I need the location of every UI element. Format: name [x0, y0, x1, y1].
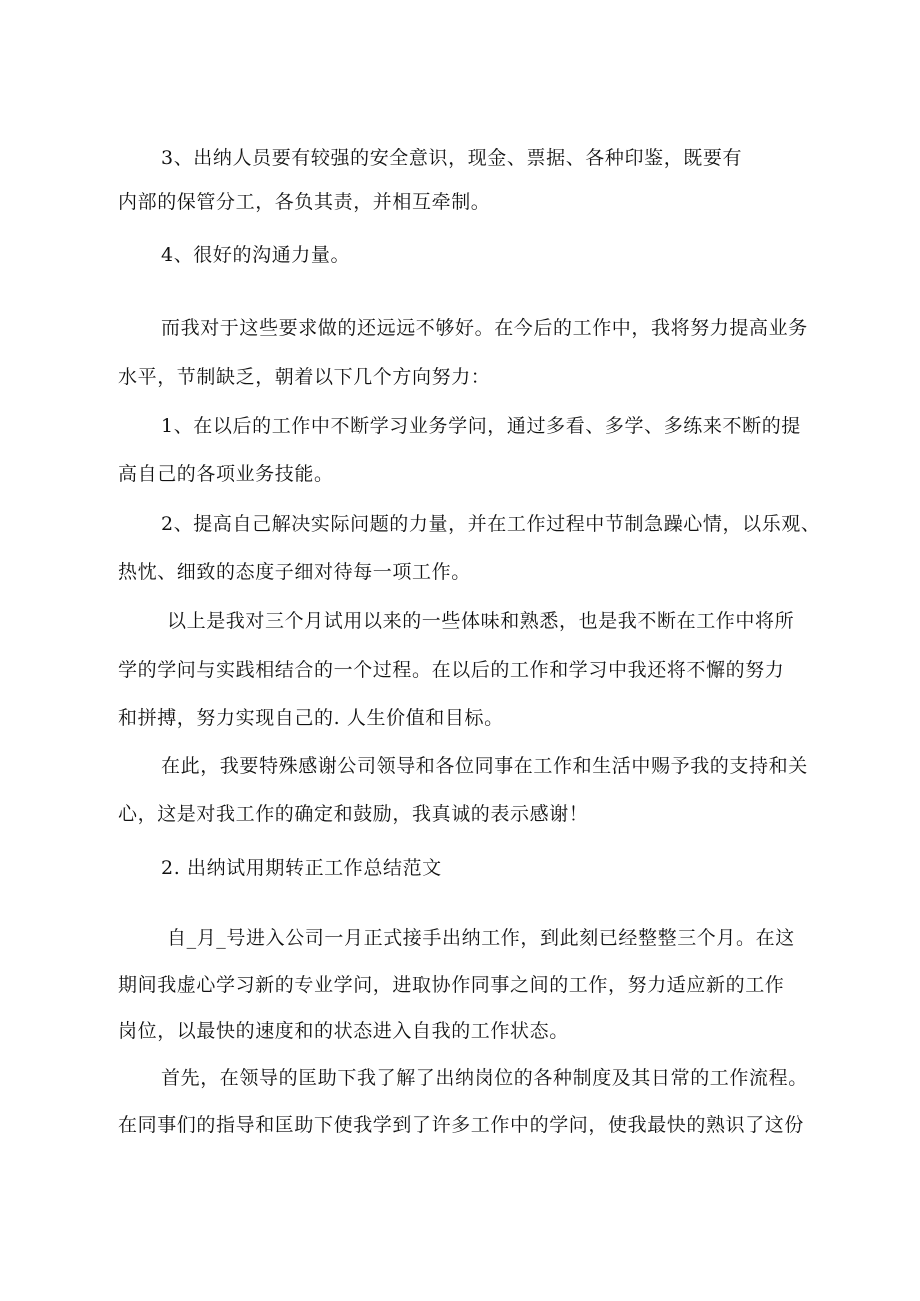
text-line: 热忱、细致的态度子细对待每一项工作。	[118, 561, 471, 583]
text-line: 自_月_号进入公司一月正式接手出纳工作，到此刻已经整整三个月。在这	[167, 927, 795, 949]
text-line: 期间我虚心学习新的专业学问，进取协作同事之间的工作，努力适应新的工作	[118, 974, 785, 996]
text-line: 心，这是对我工作的确定和鼓励，我真诚的表示感谢！	[118, 803, 589, 825]
text-line: 高自己的各项业务技能。	[118, 463, 334, 485]
text-line: 水平，节制缺乏，朝着以下几个方向努力：	[118, 366, 491, 388]
text-line: 首先，在领导的匡助下我了解了出纳岗位的各种制度及其日常的工作流程。	[161, 1067, 808, 1089]
text-line: 在同事们的指导和匡助下使我学到了许多工作中的学问，使我最快的熟识了这份	[118, 1114, 805, 1136]
text-line: 学的学问与实践相结合的一个过程。在以后的工作和学习中我还将不懈的努力	[118, 659, 785, 681]
text-line: 以上是我对三个月试用以来的一些体味和熟悉，也是我不断在工作中将所	[167, 610, 795, 632]
text-line: 在此，我要特殊感谢公司领导和各位同事在工作和生活中赐予我的支持和关	[161, 755, 808, 777]
text-line: 4、很好的沟通力量。	[161, 244, 351, 266]
section-heading: 2. 出纳试用期转正工作总结范文	[161, 857, 442, 879]
text-line: 内部的保管分工，各负其责，并相互牵制。	[118, 191, 491, 213]
text-line: 和拼搏，努力实现自己的. 人生价值和目标。	[118, 707, 504, 729]
text-line: 1、在以后的工作中不断学习业务学问，通过多看、多学、多练来不断的提	[161, 415, 801, 437]
text-line: 2、提高自己解决实际问题的力量，并在工作过程中节制急躁心情，以乐观、	[161, 513, 821, 535]
text-line: 而我对于这些要求做的还远远不够好。在今后的工作中，我将努力提高业务	[161, 317, 808, 339]
text-line: 岗位，以最快的速度和的状态进入自我的工作状态。	[118, 1020, 569, 1042]
text-line: 3、出纳人员要有较强的安全意识，现金、票据、各种印鉴，既要有	[161, 147, 743, 169]
